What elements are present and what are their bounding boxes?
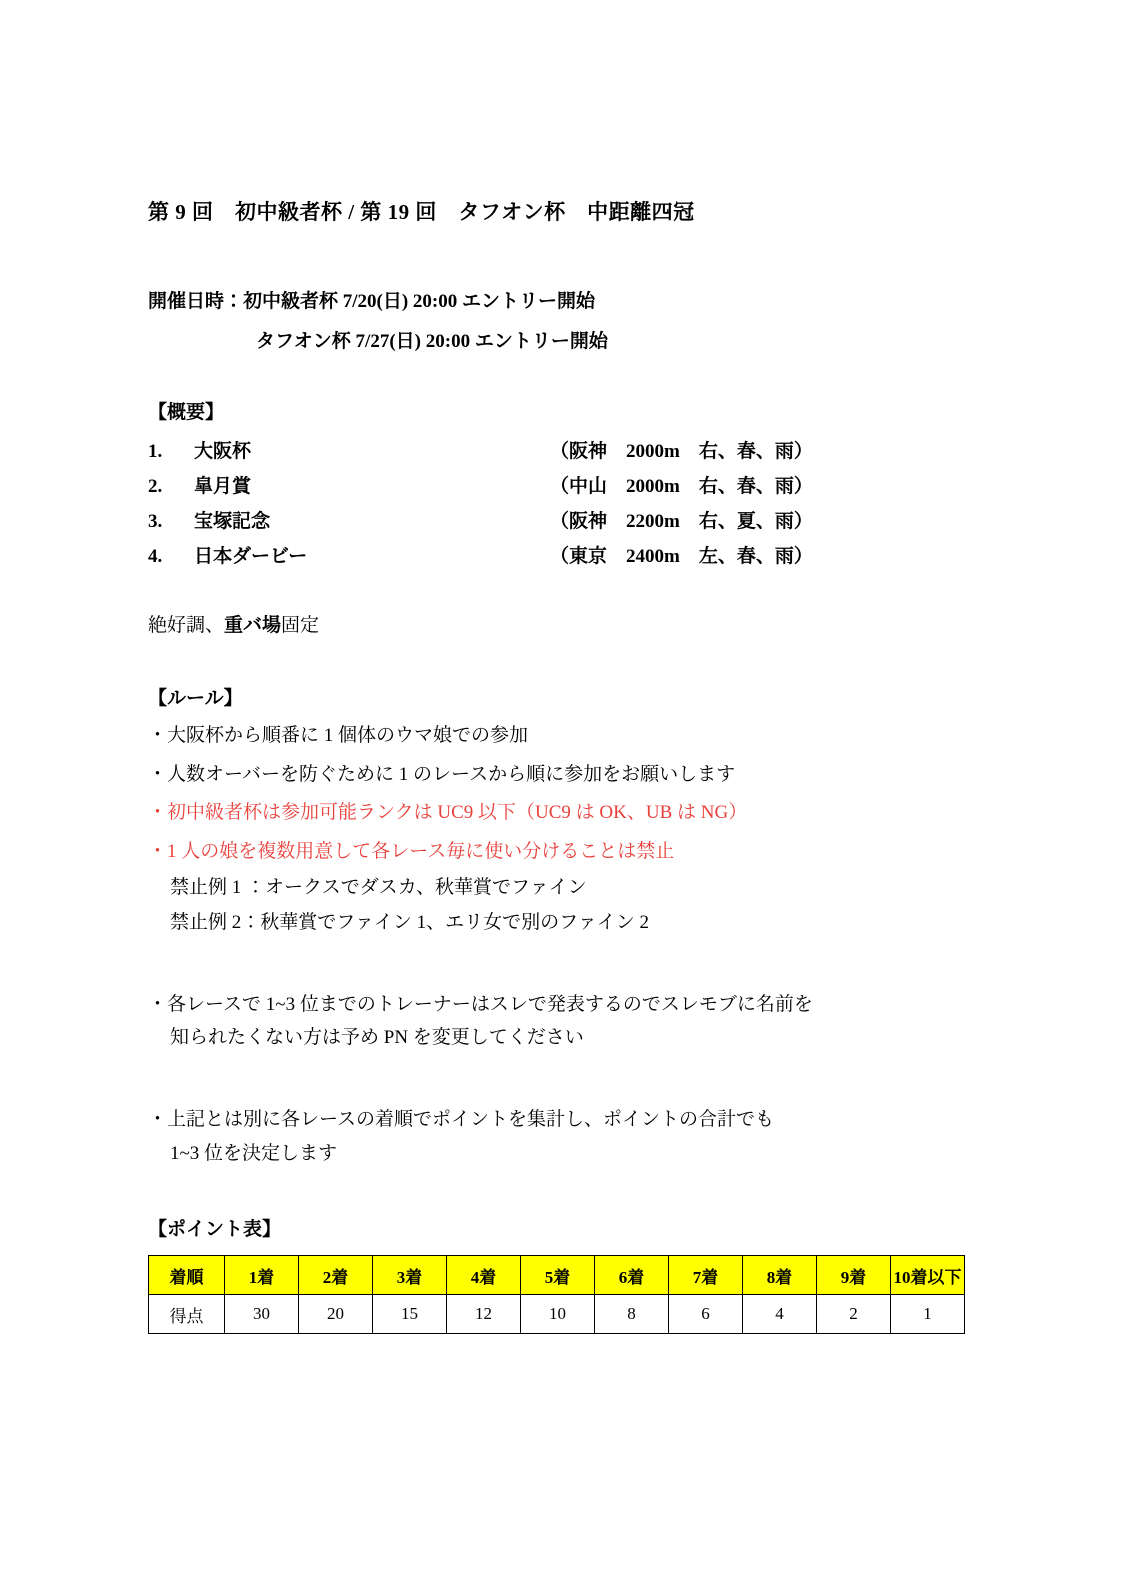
points-column-5: 5着: [521, 1256, 595, 1295]
event-datetime-line-2: タフオン杯 7/27(日) 20:00 エントリー開始: [256, 331, 608, 352]
list-item: [148, 541, 988, 576]
race-detail-post: 、雨）: [755, 546, 813, 567]
points-score-9: 2: [817, 1295, 891, 1334]
points-score-7: 6: [669, 1295, 743, 1334]
points-score-10: 1: [891, 1295, 965, 1334]
rule-note-2: [148, 1107, 988, 1166]
list-item: [148, 436, 988, 471]
race-detail: [550, 471, 813, 498]
list-item: [148, 506, 988, 541]
rule-note-1-continuation: 知られたくない方は予め PN を変更してください: [170, 1027, 584, 1049]
points-column-8: 8着: [743, 1256, 817, 1295]
points-score-2: 20: [299, 1295, 373, 1334]
rule-note-1: [148, 992, 988, 1051]
points-score-3: 15: [373, 1295, 447, 1334]
race-detail-post: 、雨）: [755, 476, 813, 497]
points-score-1: 30: [225, 1295, 299, 1334]
race-number: 2.: [148, 476, 163, 497]
points-table: [148, 1255, 965, 1334]
condition-emphasis: 重バ場: [224, 615, 282, 636]
race-number: 4.: [148, 546, 163, 567]
condition-pre: 絶好調、: [148, 615, 225, 636]
rules-heading: 【ルール】: [148, 688, 243, 709]
overview-heading: 【概要】: [148, 402, 225, 423]
rule-item-3: ・初中級者杯は参加可能ランクは UC9 以下（UC9 は OK、UB は NG）: [148, 802, 748, 824]
race-detail-pre: （中山 2000m 右、: [550, 476, 737, 497]
rule-note-1-main: ・各レースで 1~3 位までのトレーナーはスレで発表するのでスレモブに名前を: [148, 993, 813, 1015]
document-body: [148, 0, 988, 1334]
rule-note-2-main: ・上記とは別に各レースの着順でポイントを集計し、ポイントの合計でも: [148, 1109, 775, 1131]
table-row-header: [149, 1256, 965, 1295]
condition-post: 固定: [281, 615, 320, 636]
race-detail: [550, 541, 813, 568]
rule-note-2-continuation: 1~3 位を決定します: [170, 1142, 338, 1164]
points-score-5: 10: [521, 1295, 595, 1334]
race-name: 大阪杯: [194, 441, 252, 462]
rule-example-1: 禁止例 1 ：オークスでダスカ、秋華賞でファイン: [170, 876, 587, 898]
rule-item-1: ・大阪杯から順番に 1 個体のウマ娘での参加: [148, 725, 529, 746]
points-score-8: 4: [743, 1295, 817, 1334]
points-column-4: 4着: [447, 1256, 521, 1295]
page-title: 第 9 回 初中級者杯 / 第 19 回 タフオン杯 中距離四冠: [148, 200, 695, 224]
points-column-3: 3着: [373, 1256, 447, 1295]
race-detail-post: 、雨）: [755, 511, 813, 532]
race-number: 3.: [148, 511, 163, 532]
race-detail-pre: （阪神 2200m 右、: [550, 511, 737, 532]
race-name: 日本ダービー: [194, 546, 308, 567]
table-row: [149, 1295, 965, 1334]
race-detail-season: 春: [736, 476, 756, 497]
points-column-10: 10着以下: [891, 1256, 965, 1295]
rule-example-2: 禁止例 2：秋華賞でファイン 1、エリ女で別のファイン 2: [170, 912, 649, 934]
overview-race-list: [148, 436, 988, 576]
race-detail: [550, 506, 813, 533]
points-row-label-score: 得点: [149, 1295, 225, 1334]
race-detail-pre: （東京 2400m 左、: [550, 546, 737, 567]
race-name: 皐月賞: [194, 476, 252, 497]
race-number: 1.: [148, 441, 163, 462]
race-detail: [550, 436, 813, 463]
event-datetime-line-1: 開催日時：初中級者杯 7/20(日) 20:00 エントリー開始: [148, 291, 596, 312]
race-detail-post: 、雨）: [755, 441, 813, 462]
points-column-1: 1着: [225, 1256, 299, 1295]
points-row-label-rank: 着順: [149, 1256, 225, 1295]
race-detail-season: 春: [736, 546, 756, 567]
points-column-7: 7着: [669, 1256, 743, 1295]
race-detail-pre: （阪神 2000m 右、: [550, 441, 737, 462]
rule-item-4: ・1 人の娘を複数用意して各レース毎に使い分けることは禁止: [148, 840, 675, 862]
condition-line: [148, 610, 988, 637]
list-item: [148, 471, 988, 506]
points-column-9: 9着: [817, 1256, 891, 1295]
points-column-6: 6着: [595, 1256, 669, 1295]
points-column-2: 2着: [299, 1256, 373, 1295]
race-detail-season: 夏: [736, 511, 756, 532]
race-name: 宝塚記念: [194, 511, 271, 532]
points-table-heading: 【ポイント表】: [148, 1219, 282, 1241]
race-detail-season: 春: [736, 441, 756, 462]
points-score-4: 12: [447, 1295, 521, 1334]
points-score-6: 8: [595, 1295, 669, 1334]
event-datetime-block: [148, 292, 988, 351]
rule-item-2: ・人数オーバーを防ぐために 1 のレースから順に参加をお願いします: [148, 763, 736, 785]
